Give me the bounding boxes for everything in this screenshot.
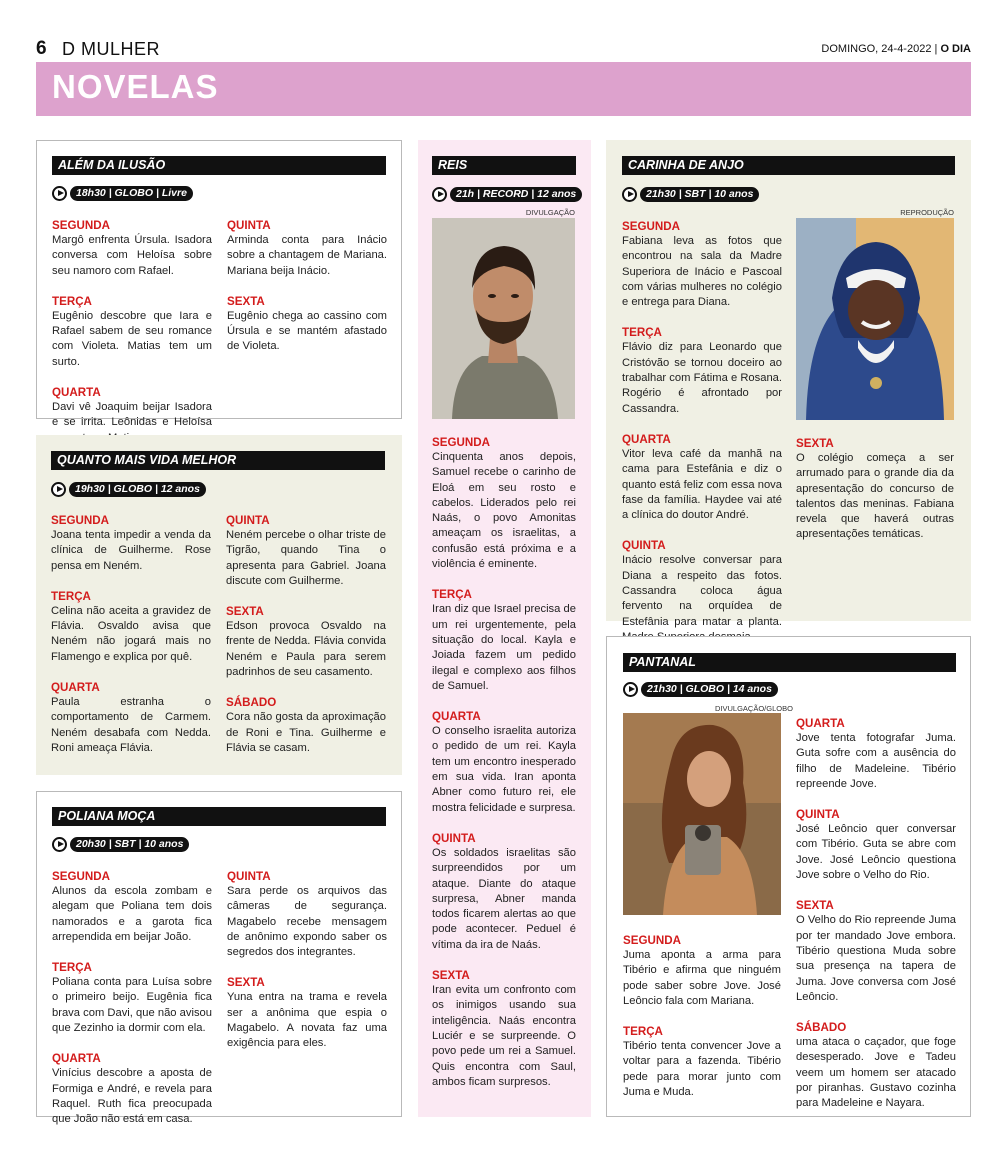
day-summary: Arminda conta para Inácio sobre a chantagem de Mariana. Mariana beija Inácio. bbox=[227, 234, 387, 277]
novela-quanto-mais-vida-melhor bbox=[36, 435, 402, 775]
day-summary: Yuna entra na trama e revela ser a anônima que espia o Magabelo. A novata faz uma exigência para eles. bbox=[227, 991, 387, 1050]
day-summary: Joana tenta impedir a venda da clínica de Guilherme. Rose pensa em Neném. bbox=[51, 529, 211, 572]
novela-title: CARINHA DE ANJO bbox=[622, 156, 955, 175]
day-heading: SEXTA bbox=[796, 437, 834, 450]
day-heading: TERÇA bbox=[432, 588, 472, 602]
photo-credit: DIVULGAÇÃO/GLOBO bbox=[715, 704, 793, 713]
novela-title: POLIANA MOÇA bbox=[52, 807, 386, 826]
day-summary: Inácio resolve conversar para Diana a respeito das fotos. Cassandra coloca água fervento na orquídea de Estefânia para matar a planta. bbox=[622, 554, 782, 628]
day-heading: QUINTA bbox=[226, 514, 270, 527]
column-left bbox=[52, 218, 212, 461]
day-summary: Eugênio chega ao cassino com Úrsula e se mantém afastado de Violeta. bbox=[227, 309, 387, 353]
day-summary: Sara perde os arquivos das câmeras de segurança. Magabelo recebe mensagem de anônimo expondo saber os segredos dos integrantes. bbox=[227, 885, 387, 959]
day-heading: SEXTA bbox=[226, 605, 264, 619]
column-right bbox=[227, 218, 387, 370]
column-left bbox=[622, 219, 782, 660]
day-heading: QUARTA bbox=[796, 717, 845, 730]
day-heading: SEGUNDA bbox=[622, 220, 680, 233]
day-heading: QUINTA bbox=[432, 831, 476, 845]
day-summary: Margô enfrenta Úrsula. Isadora conversa com Heloísa sobre seu namoro com Rafael. bbox=[52, 234, 212, 277]
day-summary: Fabiana leva as fotos que encontrou na sala da Madre Superiora de Inácio e Pascoal com várias mulheres no colégio e entrega para Diana. bbox=[622, 235, 782, 309]
actress-photo bbox=[796, 218, 954, 420]
section-banner bbox=[36, 62, 971, 116]
day-heading: TERÇA bbox=[52, 294, 92, 308]
day-heading: SEXTA bbox=[227, 976, 265, 990]
day-heading: QUINTA bbox=[796, 808, 840, 822]
day-summary: Poliana conta para Luísa sobre o primeiro beijo. Eugênia fica brava com Davi, que não avisou que Zezinho ia dormir com ela. bbox=[52, 976, 212, 1035]
novela-alem-da-ilusao bbox=[36, 140, 402, 429]
day-summary: Paula estranha o comportamento de Carmem. Neném desabafa com Nedda. Roni ameaça Flávia. bbox=[51, 696, 211, 754]
column-text bbox=[432, 435, 576, 1105]
day-heading: TERÇA bbox=[51, 589, 91, 603]
section-name: D MULHER bbox=[62, 39, 161, 59]
day-summary: Neném percebe o olhar triste de Tigrão, quando Tina o apresenta para Gabriel. Joana discute com Guilherme. bbox=[226, 529, 386, 587]
page-header bbox=[36, 38, 971, 60]
schedule-text: 21h30 | GLOBO | 14 anos bbox=[641, 682, 778, 697]
novela-title: QUANTO MAIS VIDA MELHOR bbox=[51, 451, 385, 470]
actor-portrait-image bbox=[432, 218, 575, 419]
column-right bbox=[226, 513, 386, 771]
actress-photo bbox=[623, 713, 781, 915]
edition-date: DOMINGO, 24-4-2022 bbox=[821, 43, 932, 55]
day-heading: QUARTA bbox=[52, 1052, 101, 1066]
novela-reis bbox=[418, 140, 591, 1117]
day-heading: SEGUNDA bbox=[432, 436, 490, 449]
day-summary: Os soldados israelitas são surpreendidos por um ataque. Diante do ataque surpresa, Abner manda todos ficarem alertas ao que pode acontecer. Peduel é vítima da ira de Naás. bbox=[432, 846, 576, 951]
day-summary: Vinícius descobre a aposta de Formiga e André, e revela para Raquel. Ruth fica preocupada que João não está em casa. bbox=[52, 1067, 212, 1126]
day-summary: José Leôncio quer conversar com Tibério. Guta se abre com Jove. José Leôncio questiona Jove sobre o Velho do Rio. bbox=[796, 823, 956, 882]
play-icon bbox=[622, 187, 637, 202]
day-heading: SEXTA bbox=[432, 969, 470, 983]
day-summary: Cinquenta anos depois, Samuel recebe o carinho de Eloá em seu rosto e cabelos. Liderados pelo rei Naás, o povo Amonitas ameaçam os israelitas, a confusão está próxima e a violência é eminente. bbox=[432, 451, 576, 571]
paper-name: O DIA bbox=[940, 43, 971, 55]
schedule-text: 18h30 | GLOBO | Livre bbox=[70, 186, 193, 201]
column-right bbox=[796, 716, 956, 1127]
day-heading: QUINTA bbox=[227, 870, 271, 883]
day-summary: Flávio diz para Leonardo que Cristóvão se tornou doceiro ao trabalhar com Fátima e Rosana. Rogério é afrontado por Cassandra. bbox=[622, 341, 782, 415]
day-heading: SEGUNDA bbox=[623, 934, 681, 947]
day-heading: SEGUNDA bbox=[52, 219, 110, 232]
photo-credit: DIVULGAÇÃO bbox=[525, 208, 575, 217]
day-heading: QUARTA bbox=[52, 386, 101, 400]
day-summary: uma ataca o caçador, que foge desesperado. Jove e Tadeu veem um homem ser atacado por piranhas. Gustavo cozinha para Madeleine e Nayara. bbox=[796, 1036, 956, 1110]
day-heading: SEGUNDA bbox=[52, 870, 110, 883]
column-left bbox=[623, 933, 781, 1115]
section-banner-title: NOVELAS bbox=[52, 68, 219, 105]
day-heading: SEXTA bbox=[796, 899, 834, 913]
schedule-text: 21h | RECORD | 12 anos bbox=[450, 187, 582, 202]
day-heading: QUINTA bbox=[622, 539, 666, 553]
day-summary: Celina não aceita a gravidez de Flávia. Osvaldo avisa que Neném não jogará mais no Flamengo e explica por quê. bbox=[51, 604, 211, 663]
day-summary: Jove tenta fotografar Juma. Guta sofre com a ausência do filho de Madeleine. Tibério repreende Jove. bbox=[796, 732, 956, 790]
actress-with-rifle-image bbox=[623, 713, 781, 915]
novela-title: PANTANAL bbox=[623, 653, 956, 672]
day-heading: SEXTA bbox=[227, 294, 265, 308]
day-summary: Cora não gosta da aproximação de Roni e Tina. Guilherme e Flávia se casam. bbox=[226, 711, 386, 754]
day-heading: TERÇA bbox=[623, 1025, 663, 1039]
day-summary: Alunos da escola zombam e alegam que Poliana tem dois namorados e a garota fica arrependida em beijar João. bbox=[52, 885, 212, 943]
novela-poliana-moca bbox=[36, 791, 402, 1126]
schedule-text: 21h30 | SBT | 10 anos bbox=[640, 187, 759, 202]
column-right bbox=[796, 436, 954, 558]
day-summary: Vitor leva café da manhã na cama para Estefânia e diz o quanto está feliz com essa nova fase da família. Haydee vai até a clínica do doutor André. bbox=[622, 447, 782, 522]
play-icon bbox=[52, 186, 67, 201]
day-heading: QUARTA bbox=[432, 710, 481, 724]
novela-carinha-de-anjo bbox=[606, 140, 971, 628]
day-summary: Juma aponta a arma para Tibério e afirma que ninguém pode saber sobre Jove. José Leôncio fala com Mariana. bbox=[623, 949, 781, 1007]
day-summary: Iran diz que Israel precisa de um rei urgentemente, pela situação do local. Kayla e Joiada fazem um pedido ilegal e complexo aos filhos de Samuel. bbox=[432, 603, 576, 692]
day-heading: QUINTA bbox=[227, 219, 271, 232]
day-summary: Iran evita um confronto com os inimigos usando sua inteligência. Naás encontra Luciér e se surpreende. O povo pede um rei a Samuel. Quis encontra com Saul, ambos ficam surpresos. bbox=[432, 984, 576, 1088]
actress-nun-image bbox=[796, 218, 954, 420]
column-left bbox=[52, 869, 212, 1143]
play-icon bbox=[52, 837, 67, 852]
schedule-text: 20h30 | SBT | 10 anos bbox=[70, 837, 189, 852]
edition-info bbox=[821, 43, 971, 55]
day-summary: Tibério tenta convencer Jove a voltar para a fazenda. Tibério pede para morar junto com Juma e Muda. bbox=[623, 1040, 781, 1099]
photo-credit: REPRODUÇÃO bbox=[900, 208, 954, 217]
play-icon bbox=[623, 682, 638, 697]
novela-title: ALÉM DA ILUSÃO bbox=[52, 156, 386, 175]
play-icon bbox=[432, 187, 447, 202]
column-right bbox=[227, 869, 387, 1067]
day-heading: QUARTA bbox=[622, 432, 671, 446]
day-heading: SEGUNDA bbox=[51, 514, 109, 527]
day-heading: SÁBADO bbox=[796, 1021, 847, 1035]
day-summary: Davi vê Joaquim beijar Isadora e se irrita. Leônidas e Heloísa bbox=[52, 401, 212, 429]
schedule-text: 19h30 | GLOBO | 12 anos bbox=[69, 482, 206, 497]
novela-title: REIS bbox=[432, 156, 576, 175]
actor-photo bbox=[432, 218, 575, 419]
column-left bbox=[51, 513, 211, 771]
day-summary: O Velho do Rio repreende Juma por ter mandado Jove embora. Tibério questiona Muda sobre sua presença na tapera de Juma. Jove conversa com José Leôncio. bbox=[796, 914, 956, 1003]
edition-separator: | bbox=[934, 43, 938, 55]
play-icon bbox=[51, 482, 66, 497]
day-heading: TERÇA bbox=[622, 326, 662, 340]
page-number: 6 bbox=[36, 38, 47, 59]
novela-pantanal bbox=[606, 636, 971, 1117]
day-heading: SÁBADO bbox=[226, 696, 277, 710]
day-summary: O colégio começa a ser arrumado para o grande dia da apresentação do concurso de talentos das meninas. Fabiana revela que haverá outras apresentações temáticas. bbox=[796, 452, 954, 541]
day-summary: O conselho israelita autoriza o pedido de um rei. Kayla tem um encontro inesperado em sua vida. Iran aponta Abner como futuro rei, ele mostra felicidade e surpresa. bbox=[432, 725, 576, 814]
day-summary: Eugênio descobre que Iara e Rafael sabem de seu romance com Violeta. Matias tem um surto. bbox=[52, 309, 212, 368]
day-heading: TERÇA bbox=[52, 961, 92, 975]
day-summary: Edson provoca Osvaldo na frente de Nedda. Flávia convida Neném e Paula para serem padrinhos de seu casamento. bbox=[226, 620, 386, 679]
day-heading: QUARTA bbox=[51, 681, 100, 695]
